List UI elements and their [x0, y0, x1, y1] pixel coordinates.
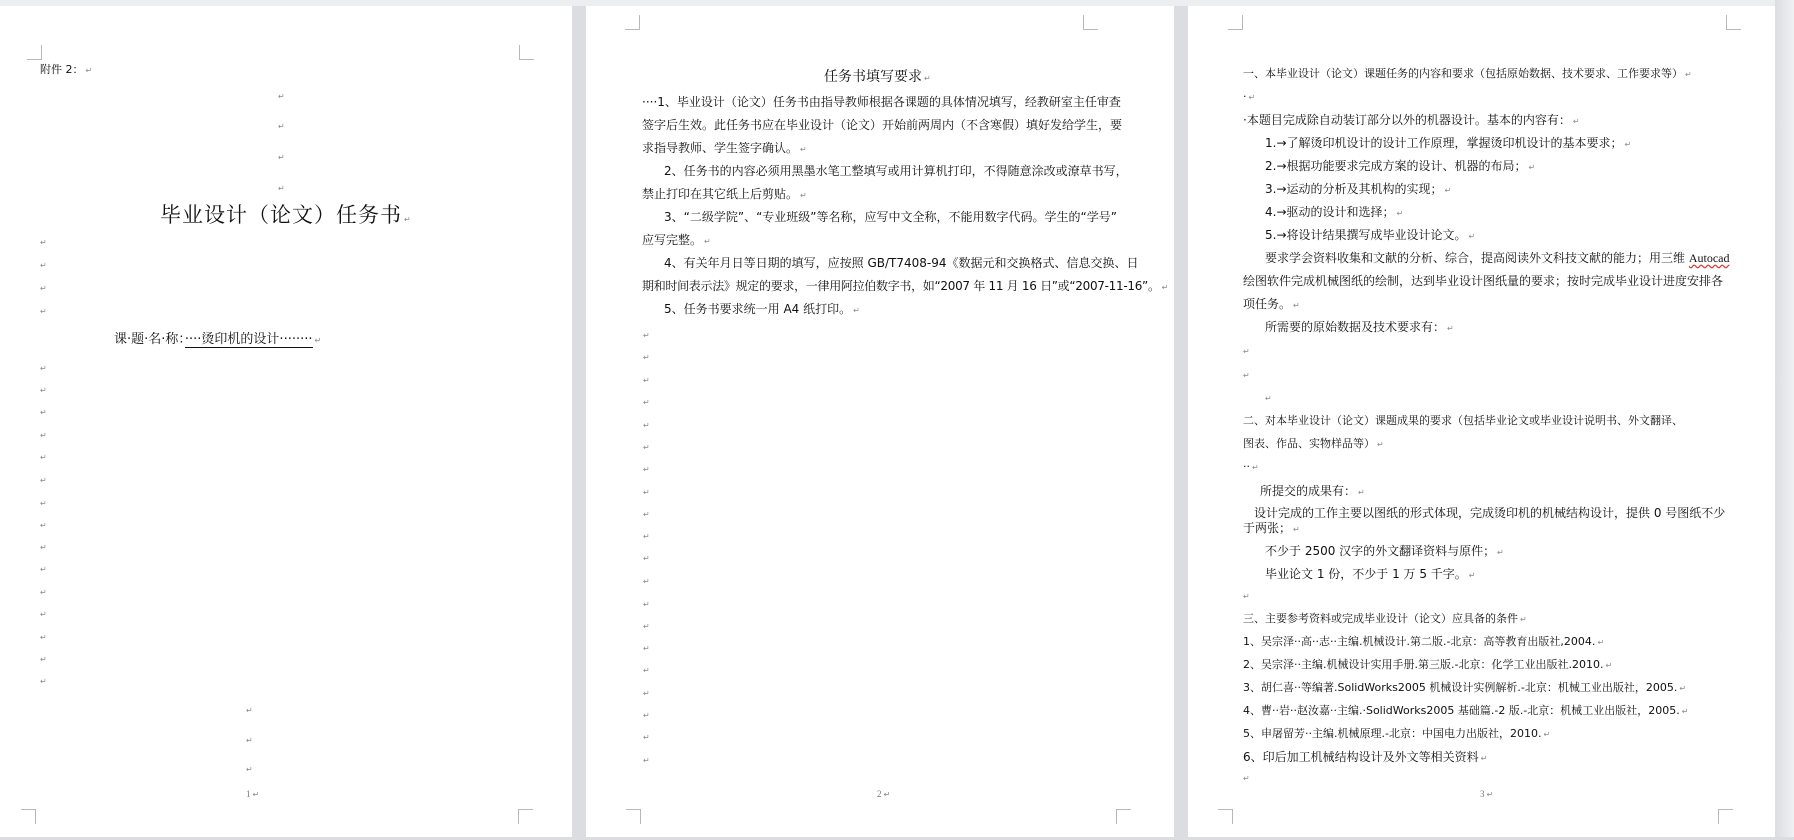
paragraph-mark: [643, 622, 650, 632]
attachment-label: 附件 2： ↵: [40, 62, 92, 79]
result-item: 不少于 2500 汉字的外文翻译资料与原件； ↵: [1265, 543, 1504, 561]
paragraph-mark: [643, 353, 650, 363]
section-1-intro: ·本题目完成除自动装订部分以外的机器设计。基本的内容有： ↵: [1243, 112, 1580, 130]
result-item: 毕业论文 1 份，不少于 1 万 5 千字。 ↵: [1265, 566, 1476, 584]
paragraph-mark: [643, 644, 650, 654]
subject-label: 课·题·名·称：: [114, 332, 185, 347]
requirement-line: 4、有关年月日等日期的填写，应按照 GB/T7408-94《数据元和交换格式、信息交换、日: [664, 256, 1139, 270]
document-title: 毕业设计（论文）任务书 ↵: [160, 202, 412, 233]
paragraph-mark: [40, 284, 47, 294]
paragraph-mark: [643, 666, 650, 676]
paragraph-mark: [643, 465, 650, 475]
paragraph-mark: [40, 677, 47, 687]
content-item: 1.→了解烫印机设计的设计工作原理，掌握烫印机设计的基本要求； ↵: [1265, 135, 1631, 153]
paragraph-mark: [1243, 774, 1250, 784]
paragraph-mark: [643, 331, 650, 341]
paragraph-mark: [40, 261, 47, 271]
data-requirements-label: 所需要的原始数据及技术要求有： ↵: [1265, 319, 1454, 337]
paragraph-mark: [40, 633, 47, 643]
corner-mark: [518, 809, 533, 824]
paragraph-mark: [643, 689, 650, 699]
requirements-paragraph-line: 绘图软件完成机械图纸的绘制，达到毕业设计图纸量的要求；按时完成毕业设计进度安排各: [1243, 274, 1724, 288]
section-3-heading: 三、主要参考资料或完成毕业设计（论文）应具备的条件 ↵: [1243, 611, 1527, 628]
page-1[interactable]: [0, 6, 572, 837]
subject-value[interactable]: ····烫印机的设计········: [184, 332, 313, 347]
corner-mark: [27, 45, 42, 60]
result-item: 设计完成的工作主要以图纸的形式体现，完成烫印机的机械结构设计，提供 0 号图纸不少: [1254, 506, 1726, 520]
paragraph-mark: [643, 443, 650, 453]
paragraph-mark: [643, 554, 650, 564]
paragraph-mark: [643, 421, 650, 431]
corner-mark: [625, 15, 640, 30]
corner-mark: [1116, 809, 1131, 824]
paragraph-mark: [643, 733, 650, 743]
requirement-line: 期和时间表示法》规定的要求，一律用阿拉伯数字书，如“2007 年 11 月 16 日”或“2007-11-16”。 ↵: [642, 278, 1168, 296]
requirement-line: 签字后生效。此任务书应在毕业设计（论文）开始前两周内（不含寒假）填好发给学生，要: [642, 118, 1123, 132]
requirement-line: 2、任务书的内容必须用黑墨水笔工整填写或用计算机打印，不得随意涂改或潦草书写，: [664, 164, 1128, 178]
right-edge: [1775, 0, 1794, 840]
reference-item: 2、吴宗泽··主编.机械设计实用手册.第三版.-北京：化学工业出版社.2010. ↵: [1243, 657, 1612, 674]
requirements-paragraph-line: 项任务。 ↵: [1243, 296, 1300, 314]
paragraph-mark: [643, 756, 650, 766]
reference-item: 1、吴宗泽··高··志··主编.机械设计.第二版.-北京：高等教育出版社,2004. ↵: [1243, 634, 1604, 651]
requirement-line: 禁止打印在其它纸上后剪贴。 ↵: [642, 186, 807, 204]
paragraph-mark: [278, 184, 285, 194]
paragraph-mark: [643, 532, 650, 542]
paragraph-mark: [643, 398, 650, 408]
content-item: 3.→运动的分析及其机构的实现； ↵: [1265, 181, 1451, 199]
requirement-line: 求指导教师、学生签字确认。 ↵: [642, 140, 807, 158]
paragraph-mark: [40, 453, 47, 463]
page-number: 2 ↵: [877, 789, 890, 799]
reference-item: 4、曹··岩··赵汝嘉··主编.·SolidWorks2005 基础篇.-2 版.-北京：机械工业出版社，2005. ↵: [1243, 703, 1688, 720]
paragraph-mark: [246, 736, 253, 746]
result-item: 于两张； ↵: [1243, 520, 1300, 538]
paragraph-mark: [278, 122, 285, 132]
corner-mark: [1083, 15, 1098, 30]
corner-mark: [1228, 15, 1243, 30]
paragraph-mark: [40, 588, 47, 598]
paragraph-mark: [40, 364, 47, 374]
page-number: 1 ↵: [246, 789, 259, 799]
paragraph-mark: [40, 655, 47, 665]
paragraph-mark: [643, 577, 650, 587]
requirements-paragraph-line: 要求学会资料收集和文献的分析、综合，提高阅读外文科技文献的能力；用三维 Autocad: [1265, 251, 1730, 265]
content-item: 5.→将设计结果撰写成毕业设计论文。 ↵: [1265, 227, 1475, 245]
paragraph-mark: [40, 476, 47, 486]
page-number: 3 ↵: [1480, 789, 1493, 799]
requirement-line: ····1、毕业设计（论文）任务书由指导教师根据各课题的具体情况填写，经教研室主任审查: [642, 95, 1121, 109]
paragraph-mark: [40, 543, 47, 553]
reference-item: 6、印后加工机械结构设计及外文等相关资料 ↵: [1243, 749, 1487, 767]
paragraph-mark: [40, 565, 47, 575]
section-2-heading: 二、对本毕业设计（论文）课题成果的要求（包括毕业论文或毕业设计说明书、外文翻译、: [1243, 414, 1683, 427]
page-3[interactable]: [1188, 6, 1775, 837]
paragraph-mark: [40, 610, 47, 620]
paragraph-mark: [1243, 371, 1250, 381]
results-label: 所提交的成果有： ↵: [1260, 483, 1365, 501]
corner-mark: [1218, 809, 1233, 824]
paragraph-mark: [40, 521, 47, 531]
paragraph-mark: [643, 488, 650, 498]
requirement-line: 3、“二级学院”、“专业班级”等名称，应写中文全称，不能用数字代码。学生的“学号”: [664, 210, 1117, 224]
paragraph-mark: [246, 706, 253, 716]
paragraph-mark: [40, 386, 47, 396]
autocad-misspelling[interactable]: Autocad: [1688, 251, 1730, 265]
paragraph-mark: [643, 510, 650, 520]
paragraph-mark: [40, 408, 47, 418]
reference-item: 3、胡仁喜··等编著.SolidWorks2005 机械设计实例解析.-北京：机械工业出版社，2005. ↵: [1243, 680, 1686, 697]
blank-line: ·· ↵: [1243, 459, 1259, 476]
requirements-title: 任务书填写要求 ↵: [824, 68, 931, 88]
paragraph-mark: [40, 307, 47, 317]
page-2[interactable]: [586, 6, 1174, 837]
blank-line: · ↵: [1243, 89, 1255, 106]
paragraph-mark: [278, 92, 285, 102]
paragraph-mark: [40, 499, 47, 509]
paragraph-mark: [643, 711, 650, 721]
content-item: 2.→根据功能要求完成方案的设计、机器的布局； ↵: [1265, 158, 1535, 176]
paragraph-mark: [1243, 592, 1250, 602]
paragraph-mark: [40, 238, 47, 248]
paragraph-mark: [643, 600, 650, 610]
reference-item: 5、申屠留芳··主编.机械原理.-北京：中国电力出版社，2010. ↵: [1243, 726, 1550, 743]
paragraph-mark: [246, 765, 253, 775]
requirement-line: 应写完整。 ↵: [642, 232, 711, 250]
corner-mark: [1726, 15, 1741, 30]
section-1-heading: 一、本毕业设计（论文）课题任务的内容和要求（包括原始数据、技术要求、工作要求等） ↵: [1243, 66, 1692, 83]
corner-mark: [626, 809, 641, 824]
corner-mark: [1718, 809, 1733, 824]
subject-line: [114, 332, 321, 349]
paragraph-mark: [40, 431, 47, 441]
paragraph-mark: [278, 153, 285, 163]
content-item: 4.→驱动的设计和选择； ↵: [1265, 204, 1403, 222]
corner-mark: [519, 45, 534, 60]
section-2-heading: 图表、作品、实物样品等） ↵: [1243, 436, 1384, 453]
paragraph-mark: [1265, 394, 1272, 404]
paragraph-mark: [643, 376, 650, 386]
requirement-line: 5、任务书要求统一用 A4 纸打印。 ↵: [664, 301, 860, 319]
paragraph-mark: [1243, 347, 1250, 357]
corner-mark: [21, 809, 36, 824]
